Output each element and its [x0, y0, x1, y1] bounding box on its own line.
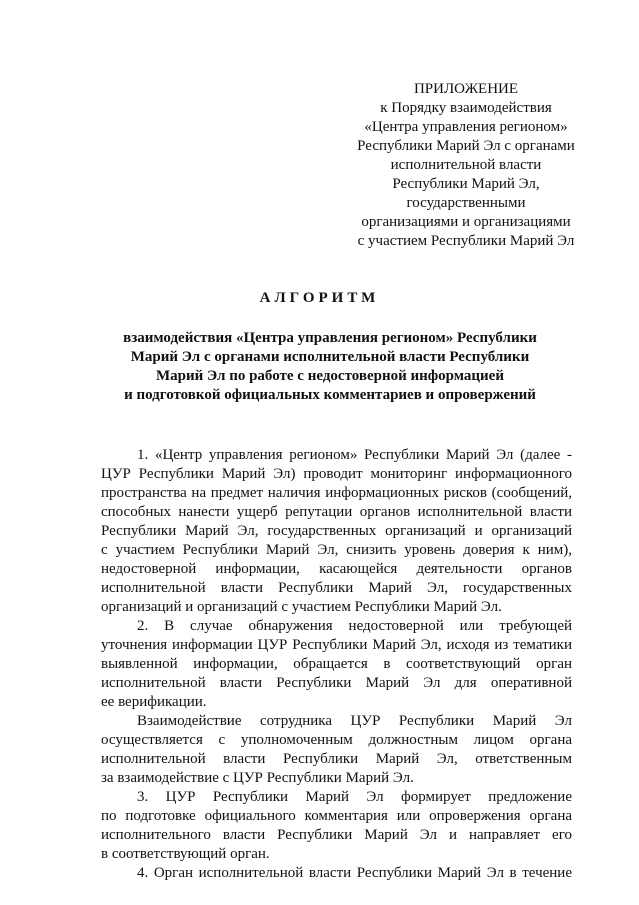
- body-line: 1. «Центр управления регионом» Республики Марий Эл (далее -: [137, 447, 572, 463]
- appendix-line: исполнительной власти: [390, 157, 542, 173]
- appendix-line: государственными: [406, 195, 526, 211]
- body-line: ЦУР Республики Марий Эл) проводит мониторинг информационного: [101, 466, 572, 482]
- appendix-line: к Порядку взаимодействия: [380, 100, 552, 116]
- appendix-line: организациями и организациями: [361, 214, 571, 230]
- body-line: выявленной информации, обращается в соответствующий орган: [101, 656, 572, 672]
- body-line: уточнения информации ЦУР Республики Марий Эл, исходя из тематики: [101, 637, 572, 653]
- body-line: с участием Республики Марий Эл, снизить уровень доверия к ним),: [101, 542, 572, 558]
- body-line: исполнительной власти Республики Марий Эл, ответственным: [101, 751, 572, 767]
- body-line: исполнительного власти Республики Марий Эл и направляет его: [101, 827, 572, 843]
- subtitle-line: Марий Эл по работе с недостоверной информацией: [156, 368, 504, 384]
- document-body: [101, 446, 572, 883]
- appendix-line: ПРИЛОЖЕНИЕ: [413, 81, 519, 97]
- appendix-line: с участием Республики Марий Эл: [357, 233, 575, 249]
- body-line: Республики Марий Эл, государственных организаций и организаций: [101, 523, 572, 539]
- document-title: АЛГОРИТМ: [259, 290, 380, 306]
- subtitle-line: и подготовкой официальных комментариев и опровержений: [124, 387, 536, 403]
- body-line: недостоверной информации, касающейся деятельности органов: [101, 561, 572, 577]
- appendix-header: [330, 80, 602, 251]
- subtitle-line: Марий Эл с органами исполнительной власти Республики: [130, 349, 530, 365]
- appendix-line: «Центра управления регионом»: [364, 119, 568, 135]
- body-line: организаций и организаций с участием Республики Марий Эл.: [101, 599, 502, 615]
- body-line: 3. ЦУР Республики Марий Эл формирует предложение: [137, 789, 572, 805]
- body-line: Взаимодействие сотрудника ЦУР Республики Марий Эл: [137, 713, 572, 729]
- body-line: осуществляется с уполномоченным должностным лицом органа: [101, 732, 572, 748]
- body-line: ее верификации.: [101, 694, 207, 710]
- body-line: в соответствующий орган.: [101, 846, 270, 862]
- document-subtitle: [60, 329, 600, 405]
- body-line: способных нанести ущерб репутации органов исполнительной власти: [101, 504, 572, 520]
- body-line: исполнительной власти Республики Марий Эл, государственных: [101, 580, 572, 596]
- body-line: пространства на предмет наличия информационных рисков (сообщений,: [101, 485, 572, 501]
- appendix-line: Республики Марий Эл с органами: [357, 138, 575, 154]
- body-line: 4. Орган исполнительной власти Республики Марий Эл в течение: [137, 865, 572, 881]
- body-line: 2. В случае обнаружения недостоверной или требующей: [137, 618, 572, 634]
- appendix-line: Республики Марий Эл,: [392, 176, 540, 192]
- body-line: исполнительной власти Республики Марий Эл для оперативной: [101, 675, 572, 691]
- subtitle-line: взаимодействия «Центра управления регионом» Республики: [123, 330, 537, 346]
- body-line: по подготовке официального комментария или опровержения органа: [101, 808, 572, 824]
- body-line: за взаимодействие с ЦУР Республики Марий Эл.: [101, 770, 414, 786]
